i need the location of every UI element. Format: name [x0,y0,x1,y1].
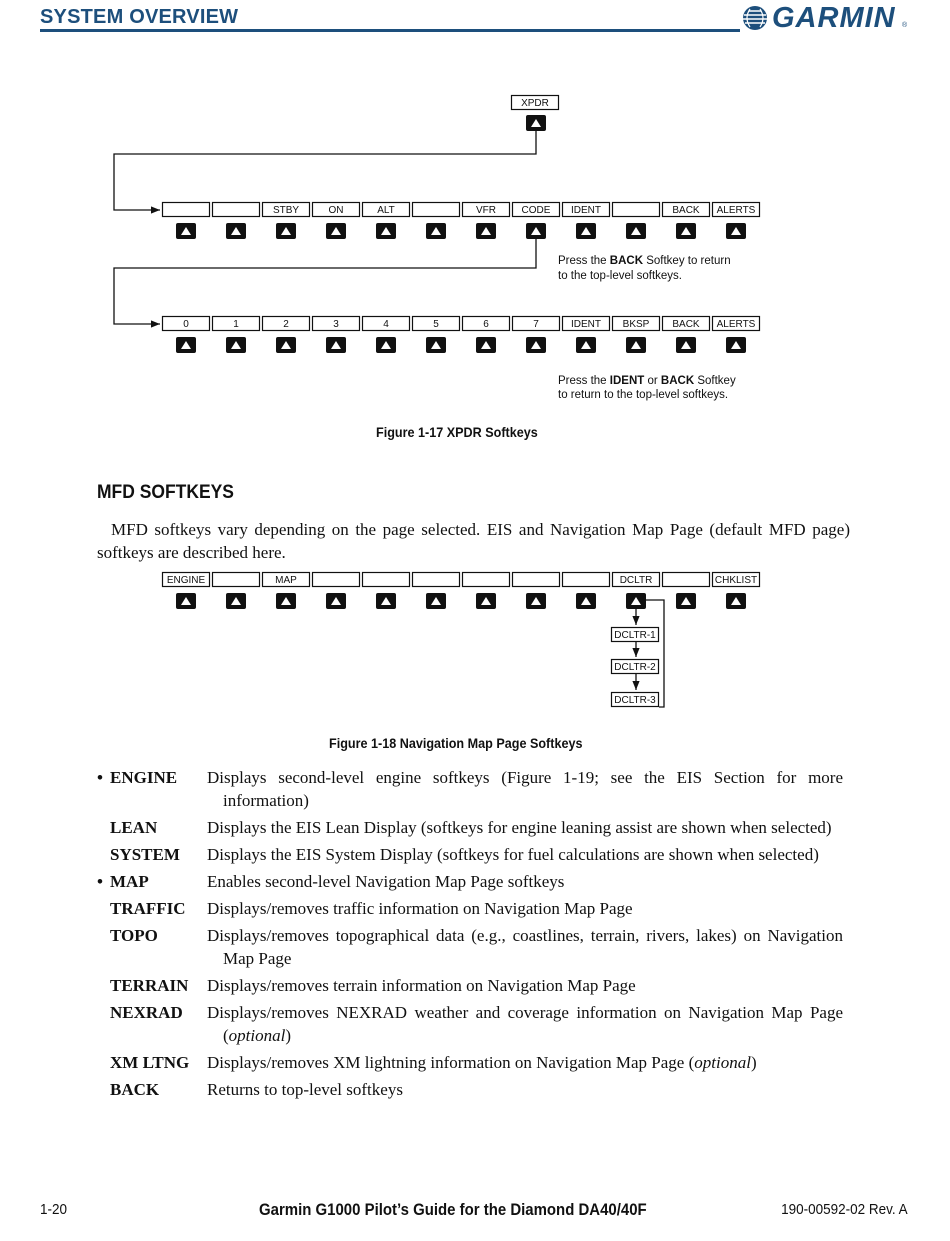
softkey-label: 3 [333,319,339,330]
softkey-label: 0 [183,319,189,330]
softkey-label-box [213,573,260,587]
softkey-label-box [213,203,260,217]
softkey-label: 7 [533,319,539,330]
term-engine: ENGINE [110,768,178,787]
desc-topo: Displays/removes topographical data (e.g., coastlines, terrain, rivers, lakes) on Navigation Map Page [207,926,843,968]
softkey-label: IDENT [571,205,601,216]
note-text: Press the BACK Softkey to return [558,255,731,267]
softkey-label: ALERTS [716,319,756,330]
softkey-label: DCLTR-3 [614,695,656,706]
softkey-definition-list [97,766,843,1105]
definition-row [97,870,843,893]
connector-line [646,600,664,707]
softkey-label: DCLTR-2 [614,662,656,673]
desc-system: Displays the EIS System Display (softkeys for fuel calculations are shown when selected) [207,845,819,864]
desc-traffic: Displays/removes traffic information on Navigation Map Page [207,899,633,918]
softkey-label: ON [328,205,344,216]
softkey-label-box [363,573,410,587]
term-system: SYSTEM [110,845,180,864]
definition-row [97,897,843,920]
softkey-label: DCLTR-1 [614,630,656,641]
softkey-label: STBY [272,205,300,216]
softkey-label: BACK [672,319,700,330]
intro-paragraph: MFD softkeys vary depending on the page selected. EIS and Navigation Map Page (default MFD page) softkeys are described here. [97,520,850,562]
desc-engine: Displays second-level engine softkeys (Figure 1-19; see the EIS Section for more information) [207,768,843,810]
term-xm-ltng: XM LTNG [110,1053,190,1072]
term-terrain: TERRAIN [110,976,189,995]
desc-lean: Displays the EIS Lean Display (softkeys for engine leaning assist are shown when selected) [207,818,832,837]
softkey-label: ENGINE [166,575,206,586]
connector-line [114,239,536,324]
softkey-label: BACK [672,205,700,216]
term-topo: TOPO [110,926,158,945]
softkey-label: DCLTR [619,575,653,586]
softkey-label-box [563,573,610,587]
figure-xpdr-softkeys [114,96,760,402]
bullet: • [97,872,103,891]
softkey-label: 6 [483,319,489,330]
softkey-label-box [613,203,660,217]
desc-xm-ltng: Displays/removes XM lightning information on Navigation Map Page (optional) [207,1053,757,1072]
softkey-label: CODE [521,205,551,216]
definition-row [97,1078,843,1101]
softkey-label-box [513,573,560,587]
section-heading-mfd-softkeys: MFD SOFTKEYS [97,482,234,503]
definition-row [97,974,843,997]
softkey-label: 1 [233,319,239,330]
softkey-label: XPDR [521,98,549,109]
bullet: • [97,768,103,787]
softkey-label-box [313,573,360,587]
definition-row [97,816,843,839]
registered-mark: ® [902,22,908,29]
term-back: BACK [110,1080,160,1099]
page-header-title: SYSTEM OVERVIEW [40,6,239,28]
figure-nav-map-softkeys [163,573,760,708]
figure-18-caption: Figure 1-18 Navigation Map Page Softkeys [329,735,583,751]
term-nexrad: NEXRAD [110,1003,183,1022]
document-number: 190-00592-02 Rev. A [781,1201,908,1218]
softkey-label: 4 [383,319,389,330]
softkey-label-box [463,573,510,587]
desc-back: Returns to top-level softkeys [207,1080,403,1099]
term-traffic: TRAFFIC [110,899,186,918]
definition-row [97,924,843,970]
footer-title: Garmin G1000 Pilot’s Guide for the Diamond DA40/40F [259,1200,647,1219]
softkey-label: BKSP [622,319,650,330]
softkey-label-box [663,573,710,587]
softkey-label: MAP [275,575,297,586]
softkey-label: IDENT [571,319,601,330]
note-text: Press the IDENT or BACK Softkey [558,375,736,387]
definition-row [97,766,843,812]
softkey-label: VFR [476,205,496,216]
page-number: 1-20 [40,1201,68,1218]
softkey-label: ALT [377,205,395,216]
softkey-label-box [163,203,210,217]
desc-nexrad: Displays/removes NEXRAD weather and coverage information on Navigation Map Page (optional) [207,1003,843,1045]
note-text: to the top-level softkeys. [558,270,683,282]
softkey-label: ALERTS [716,205,756,216]
softkey-label: CHKLIST [714,575,758,586]
term-map: MAP [110,872,149,891]
softkey-label-box [413,573,460,587]
softkey-label: 2 [283,319,289,330]
definition-row [97,1001,843,1047]
definition-row [97,843,843,866]
softkey-label-box [413,203,460,217]
desc-terrain: Displays/removes terrain information on Navigation Map Page [207,976,636,995]
logo-wordmark: GARMIN [772,2,896,34]
figure-17-caption: Figure 1-17 XPDR Softkeys [376,424,538,440]
softkey-label: 5 [433,319,439,330]
desc-map: Enables second-level Navigation Map Page softkeys [207,872,565,891]
definition-row [97,1051,843,1074]
term-lean: LEAN [110,818,158,837]
note-text: to return to the top-level softkeys. [558,389,729,401]
connector-line [114,131,536,210]
